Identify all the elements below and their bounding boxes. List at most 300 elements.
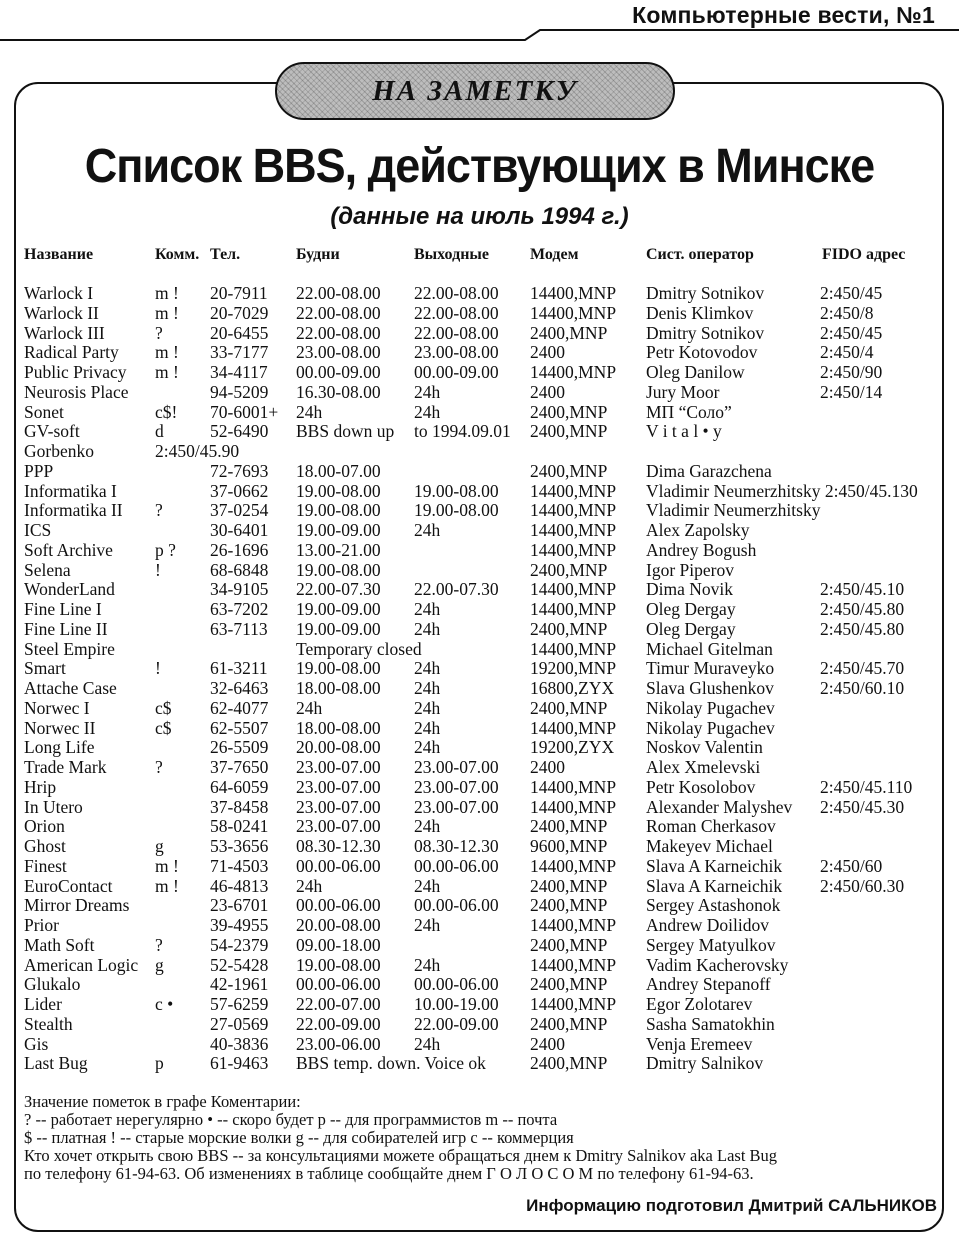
sysop: Petr Kotovodov: [646, 342, 758, 363]
phone: 57-6259: [210, 994, 269, 1014]
weekday-hours: 23.00-08.00: [296, 342, 381, 363]
comment-flags: p ?: [155, 539, 176, 560]
phone: 40-3836: [210, 1033, 269, 1054]
modem: 2400: [530, 1033, 565, 1054]
modem: 2400,MNP: [530, 559, 608, 580]
sysop: Sergey Astashonok: [646, 895, 781, 916]
weekend-hours: 23.00-07.00: [414, 776, 499, 797]
phone: 62-5507: [210, 717, 269, 738]
modem: 2400,MNP: [530, 697, 608, 718]
table-row: [0, 836, 959, 856]
col-weekends: Выходные: [414, 246, 489, 263]
sysop: Oleg Danilow: [646, 362, 745, 382]
weekday-hours: 22.00-07.00: [296, 994, 381, 1014]
phone: 37-0254: [210, 500, 269, 521]
bbs-name: Informatika II: [24, 500, 123, 521]
header-rule: [0, 26, 959, 46]
weekday-hours: 20.00-08.00: [296, 915, 381, 935]
weekend-hours: 24h: [414, 816, 441, 837]
modem: 2400,MNP: [530, 934, 608, 955]
bbs-name: Steel Empire: [24, 638, 115, 659]
weekend-hours: 22.00-08.00: [414, 322, 499, 343]
table-row: [0, 579, 959, 599]
sysop: Igor Piperov: [646, 559, 734, 580]
table-row: [0, 935, 959, 955]
article-subtitle: (данные на июль 1994 г.): [330, 203, 629, 230]
table-row: [0, 402, 959, 422]
fido-address: 2:450/45.10: [820, 579, 905, 600]
fido-address: 2:450/4: [820, 342, 874, 363]
comment-flags: m !: [155, 302, 179, 323]
weekend-hours: 10.00-19.00: [414, 994, 499, 1014]
comment-flags: m !: [155, 362, 179, 382]
weekday-hours: 19.00-09.00: [296, 520, 381, 540]
weekday-hours: 00.00-06.00: [296, 974, 381, 995]
bbs-name: Prior: [24, 915, 59, 935]
weekend-hours: 00.00-06.00: [414, 974, 499, 995]
sysop: Dmitry Sotnikov: [646, 283, 765, 303]
fido-address: 2:450/45: [820, 283, 883, 303]
modem: 2400,MNP: [530, 421, 608, 442]
table-row: [0, 1014, 959, 1034]
modem: 14400,MNP: [530, 500, 617, 521]
phone: 37-0662: [210, 480, 269, 501]
weekday-hours: 19.00-08.00: [296, 658, 381, 679]
phone: 94-5209: [210, 381, 269, 402]
weekend-hours: 24h: [414, 401, 441, 422]
modem: 14400,MNP: [530, 283, 617, 303]
weekday-hours: 18.00-08.00: [296, 678, 381, 698]
bbs-name: Attache Case: [24, 678, 117, 698]
bbs-name: Gorbenko: [24, 441, 94, 461]
weekday-hours: 00.00-06.00: [296, 895, 381, 916]
modem: 14400,MNP: [530, 539, 617, 560]
weekday-hours: 18.00-07.00: [296, 460, 381, 481]
weekday-hours: 24h: [296, 401, 323, 422]
bbs-name: Ghost: [24, 836, 66, 856]
table-row: [0, 816, 959, 836]
sysop: V i t a l • y: [646, 421, 722, 442]
bbs-name: Warlock II: [24, 302, 99, 323]
modem: 2400,MNP: [530, 895, 608, 916]
modem: 2400: [530, 757, 565, 777]
weekend-hours: 08.30-12.30: [414, 836, 499, 856]
weekday-hours: 22.00-07.30: [296, 579, 381, 600]
comment-flags: m !: [155, 283, 179, 303]
weekday-hours: 20.00-08.00: [296, 737, 381, 758]
weekday-hours: 18.00-08.00: [296, 717, 381, 738]
weekend-hours: 19.00-08.00: [414, 480, 499, 501]
bbs-name: Hrip: [24, 776, 57, 797]
bbs-name: Gis: [24, 1033, 49, 1054]
fido-address: 2:450/60.30: [820, 875, 905, 896]
sysop: Nikolay Pugachev: [646, 717, 775, 738]
modem: 14400,MNP: [530, 954, 617, 975]
weekend-hours: 24h: [414, 1033, 441, 1054]
modem: 2400,MNP: [530, 1013, 608, 1034]
modem: 16800,ZYX: [530, 678, 615, 698]
fido-address: 2:450/14: [820, 381, 883, 402]
weekend-hours: 24h: [414, 717, 441, 738]
table-row: [0, 1053, 959, 1073]
modem: 14400,MNP: [530, 579, 617, 600]
bbs-name: Stealth: [24, 1013, 73, 1034]
weekday-hours: 00.00-09.00: [296, 362, 381, 382]
bbs-name: Norwec II: [24, 717, 96, 738]
sysop: Slava Glushenkov: [646, 678, 774, 698]
weekday-hours: 19.00-09.00: [296, 618, 381, 639]
table-row: [0, 955, 959, 975]
modem: 14400,MNP: [530, 520, 617, 540]
weekday-hours: 13.00-21.00: [296, 539, 381, 560]
sysop: Vladimir Neumerzhitsky: [646, 500, 821, 521]
weekday-hours: 22.00-09.00: [296, 1013, 381, 1034]
bbs-name: Selena: [24, 559, 71, 580]
bbs-name: Trade Mark: [24, 757, 107, 777]
modem: 14400,MNP: [530, 638, 617, 659]
table-row: [0, 678, 959, 698]
bbs-name: Soft Archive: [24, 539, 113, 560]
bbs-name: Sonet: [24, 401, 64, 422]
modem: 14400,MNP: [530, 480, 617, 501]
bbs-name: Orion: [24, 816, 65, 837]
sysop: Alexander Malyshev: [646, 796, 793, 817]
modem: 2400,MNP: [530, 1053, 608, 1074]
modem: 2400: [530, 381, 565, 402]
comment-flags: p: [155, 1053, 164, 1074]
bbs-name: American Logic: [24, 954, 139, 975]
phone: 20-7029: [210, 302, 269, 323]
col-weekdays: Будни: [296, 246, 340, 263]
phone: 26-5509: [210, 737, 269, 758]
weekend-hours: 24h: [414, 737, 441, 758]
table-row: [0, 718, 959, 738]
phone: 52-6490: [210, 421, 269, 442]
sysop: Venja Eremeev: [646, 1033, 753, 1054]
sysop: Noskov Valentin: [646, 737, 763, 758]
table-row: [0, 797, 959, 817]
table-row: [0, 974, 959, 994]
phone: 30-6401: [210, 520, 269, 540]
weekday-hours: 22.00-08.00: [296, 283, 381, 303]
weekday-hours: BBS temp. down. Voice ok: [296, 1053, 486, 1074]
sysop: Slava A Karneichik: [646, 855, 783, 876]
contact-note: Кто хочет открыть свою BBS -- за консультациями можете обращаться днем к Dmitry Salnikov aka Last Bug: [24, 1146, 778, 1165]
weekend-hours: 24h: [414, 697, 441, 718]
bbs-name: Warlock III: [24, 322, 105, 343]
modem: 2400: [530, 342, 565, 363]
modem: 19200,ZYX: [530, 737, 615, 758]
sysop: Egor Zolotarev: [646, 994, 753, 1014]
bbs-name: Fine Line I: [24, 599, 102, 619]
table-row: [0, 619, 959, 639]
phone: 53-3656: [210, 836, 269, 856]
sysop: Vladimir Neumerzhitsky 2:450/45.130: [646, 480, 918, 501]
bbs-name: Fine Line II: [24, 618, 108, 639]
phone: 63-7202: [210, 599, 269, 619]
weekday-hours: 00.00-06.00: [296, 855, 381, 876]
sysop: Alex Xmelevski: [646, 757, 761, 777]
phone: 63-7113: [210, 618, 268, 639]
comment-flags: c$!: [155, 401, 178, 422]
phone: 37-7650: [210, 757, 269, 777]
table-row: [0, 560, 959, 580]
weekend-hours: 00.00-06.00: [414, 895, 499, 916]
weekday-hours: 23.00-06.00: [296, 1033, 381, 1054]
phone: 27-0569: [210, 1013, 269, 1034]
modem: 14400,MNP: [530, 599, 617, 619]
sysop: Andrey Bogush: [646, 539, 757, 560]
sysop: Andrew Doilidov: [646, 915, 769, 935]
table-row: [0, 481, 959, 501]
modem: 9600,MNP: [530, 836, 608, 856]
phone: 58-0241: [210, 816, 269, 837]
comment-flags: m !: [155, 875, 179, 896]
legend-heading: Значение пометок в графе Коментарии:: [24, 1092, 301, 1111]
weekend-hours: 23.00-08.00: [414, 342, 499, 363]
weekend-hours: 00.00-09.00: [414, 362, 499, 382]
table-row: [0, 737, 959, 757]
phone: 54-2379: [210, 934, 269, 955]
fido-address: 2:450/45.80: [820, 599, 905, 619]
sysop: Roman Cherkasov: [646, 816, 776, 837]
bbs-name: Smart: [24, 658, 66, 679]
sysop: Petr Kosolobov: [646, 776, 756, 797]
fido-address: 2:450/8: [820, 302, 874, 323]
table-row: [0, 876, 959, 896]
modem: 2400,MNP: [530, 816, 608, 837]
col-phone: Тел.: [210, 246, 241, 263]
table-row: [0, 303, 959, 323]
phone: 26-1696: [210, 539, 269, 560]
article-title: Список BBS, действующих в Минске: [84, 137, 875, 193]
phone: 32-6463: [210, 678, 269, 698]
phone: 61-9463: [210, 1053, 269, 1074]
modem: 2400,MNP: [530, 974, 608, 995]
table-row: [0, 698, 959, 718]
table-row: [0, 441, 959, 461]
publication-title: Компьютерные вести, №1: [632, 2, 935, 28]
modem: 14400,MNP: [530, 362, 617, 382]
modem: 14400,MNP: [530, 717, 617, 738]
weekday-hours: 08.30-12.30: [296, 836, 381, 856]
sysop: МП “Соло”: [646, 401, 732, 422]
weekday-hours: BBS down up: [296, 421, 395, 442]
bbs-name: Mirror Dreams: [24, 895, 130, 916]
comment-flags: ?: [155, 757, 163, 777]
table-row: [0, 461, 959, 481]
modem: 19200,MNP: [530, 658, 617, 679]
comment-flags: !: [155, 658, 161, 679]
sysop: Oleg Dergay: [646, 599, 736, 619]
fido-address: 2:450/60: [820, 855, 883, 876]
comment-flags: c$: [155, 697, 172, 718]
phone: 71-4503: [210, 855, 269, 876]
sysop: Sergey Matyulkov: [646, 934, 776, 955]
sysop: Oleg Dergay: [646, 618, 736, 639]
phone: 39-4955: [210, 915, 269, 935]
sysop: Sasha Samatokhin: [646, 1013, 775, 1034]
weekday-hours: 19.00-09.00: [296, 599, 381, 619]
phone: 68-6848: [210, 559, 269, 580]
weekday-hours: 19.00-08.00: [296, 954, 381, 975]
sysop: Jury Moor: [646, 381, 720, 402]
weekend-hours: 24h: [414, 520, 441, 540]
table-row: [0, 323, 959, 343]
table-row: [0, 382, 959, 402]
table-row: [0, 639, 959, 659]
weekday-hours: 24h: [296, 875, 323, 896]
phone: 61-3211: [210, 658, 268, 679]
weekend-hours: 00.00-06.00: [414, 855, 499, 876]
table-row: [0, 658, 959, 678]
modem: 2400,MNP: [530, 875, 608, 896]
bbs-name: Last Bug: [24, 1053, 88, 1074]
table-row: [0, 856, 959, 876]
section-banner: [275, 62, 675, 120]
sysop: Andrey Stepanoff: [646, 974, 771, 995]
phone: 46-4813: [210, 875, 269, 896]
comment-flags: m !: [155, 342, 179, 363]
table-row: [0, 915, 959, 935]
table-row: [0, 500, 959, 520]
weekend-hours: 24h: [414, 658, 441, 679]
phone: 72-7693: [210, 460, 269, 481]
col-modem: Модем: [530, 246, 579, 263]
modem: 2400,MNP: [530, 618, 608, 639]
fido-address: 2:450/45: [820, 322, 883, 343]
weekend-hours: 24h: [414, 875, 441, 896]
comment-flags: d: [155, 421, 164, 442]
phone: 64-6059: [210, 776, 269, 797]
sysop: Michael Gitelman: [646, 638, 773, 659]
phone: 34-9105: [210, 579, 269, 600]
comment-flags: ?: [155, 322, 163, 343]
comment-flags: !: [155, 559, 161, 580]
legend-line: $ -- платная ! -- старые морские волки g -- для собирателей игр c -- коммерция: [24, 1128, 574, 1147]
modem: 2400,MNP: [530, 401, 608, 422]
weekend-hours: 22.00-08.00: [414, 283, 499, 303]
modem: 14400,MNP: [530, 994, 617, 1014]
table-row: [0, 362, 959, 382]
comment-flags: g: [155, 836, 164, 856]
sysop: Nikolay Pugachev: [646, 697, 775, 718]
phone: 42-1961: [210, 974, 269, 995]
sysop: Vadim Kacherovsky: [646, 954, 789, 975]
weekday-hours: 23.00-07.00: [296, 776, 381, 797]
modem: 14400,MNP: [530, 915, 617, 935]
weekend-hours: 22.00-07.30: [414, 579, 499, 600]
comment-flags: c •: [155, 994, 174, 1014]
weekday-hours: 09.00-18.00: [296, 934, 381, 955]
bbs-name: Finest: [24, 855, 67, 876]
table-row: [0, 540, 959, 560]
fido-address: 2:450/45.30: [820, 796, 905, 817]
bbs-name: EuroContact: [24, 875, 113, 896]
weekend-hours: 24h: [414, 915, 441, 935]
weekday-hours: 22.00-08.00: [296, 322, 381, 343]
table-row: [0, 1034, 959, 1054]
phone: 62-4077: [210, 697, 269, 718]
sysop: Makeyev Michael: [646, 836, 773, 856]
weekday-hours: 19.00-08.00: [296, 480, 381, 501]
bbs-name: Public Privacy: [24, 362, 127, 382]
author-credit: Информацию подготовил Дмитрий САЛЬНИКОВ: [526, 1196, 937, 1215]
phone: 52-5428: [210, 954, 269, 975]
table-row: [0, 757, 959, 777]
bbs-name: Warlock I: [24, 283, 94, 303]
banner-label: НА ЗАМЕТКУ: [372, 74, 578, 107]
table-row: [0, 599, 959, 619]
weekday-hours: 22.00-08.00: [296, 302, 381, 323]
table-row: [0, 421, 959, 441]
bbs-name: GV-soft: [24, 421, 80, 442]
fido-address: 2:450/45.110: [820, 776, 913, 797]
legend-line: ? -- работает нерегулярно • -- скоро будет p -- для программистов m -- почта: [24, 1110, 558, 1129]
phone: 23-6701: [210, 895, 269, 916]
table-row: [0, 994, 959, 1014]
table-row: [0, 777, 959, 797]
sysop: Slava A Karneichik: [646, 875, 783, 896]
modem: 14400,MNP: [530, 776, 617, 797]
fido-address: 2:450/45.70: [820, 658, 905, 679]
sysop: Denis Klimkov: [646, 302, 754, 323]
weekend-hours: to 1994.09.01: [414, 421, 511, 442]
sysop: Alex Zapolsky: [646, 520, 750, 540]
weekend-hours: 23.00-07.00: [414, 757, 499, 777]
sysop: Dmitry Sotnikov: [646, 322, 765, 343]
table-row: [0, 283, 959, 303]
weekend-hours: 22.00-08.00: [414, 302, 499, 323]
sysop: Dmitry Salnikov: [646, 1053, 764, 1074]
contact-note: по телефону 61-94-63. Об изменениях в таблице сообщайте днем Г О Л О С О М по телефону 61-94-63.: [24, 1164, 754, 1183]
col-sysop: Сист. оператор: [646, 246, 754, 263]
bbs-name: Lider: [24, 994, 62, 1014]
comment-flags: g: [155, 954, 164, 975]
col-fido: FIDO адрес: [822, 246, 906, 263]
modem: 14400,MNP: [530, 302, 617, 323]
phone: 20-6455: [210, 322, 269, 343]
page-header: [0, 0, 959, 42]
bbs-name: ICS: [24, 520, 52, 540]
table-row: [0, 895, 959, 915]
fido-address: 2:450/90: [820, 362, 883, 382]
modem: 2400,MNP: [530, 460, 608, 481]
weekday-hours: 23.00-07.00: [296, 816, 381, 837]
weekend-hours: 24h: [414, 678, 441, 698]
comment-flags: c$: [155, 717, 172, 738]
modem: 14400,MNP: [530, 855, 617, 876]
bbs-name: In Utero: [24, 796, 83, 817]
fido-address: 2:450/60.10: [820, 678, 905, 698]
phone: 70-6001+: [210, 401, 279, 422]
weekend-hours: 23.00-07.00: [414, 796, 499, 817]
weekday-hours: 16.30-08.00: [296, 381, 381, 402]
comment-flags: ?: [155, 934, 163, 955]
weekday-hours: 23.00-07.00: [296, 796, 381, 817]
modem: 14400,MNP: [530, 796, 617, 817]
phone: 37-8458: [210, 796, 269, 817]
bbs-name: Long Life: [24, 737, 95, 758]
phone: 33-7177: [210, 342, 269, 363]
table-row: [0, 520, 959, 540]
weekday-hours: 23.00-07.00: [296, 757, 381, 777]
table-row: [0, 342, 959, 362]
bbs-name: Neurosis Place: [24, 381, 129, 402]
weekday-hours: 24h: [296, 697, 323, 718]
weekend-hours: 24h: [414, 954, 441, 975]
weekend-hours: 24h: [414, 618, 441, 639]
